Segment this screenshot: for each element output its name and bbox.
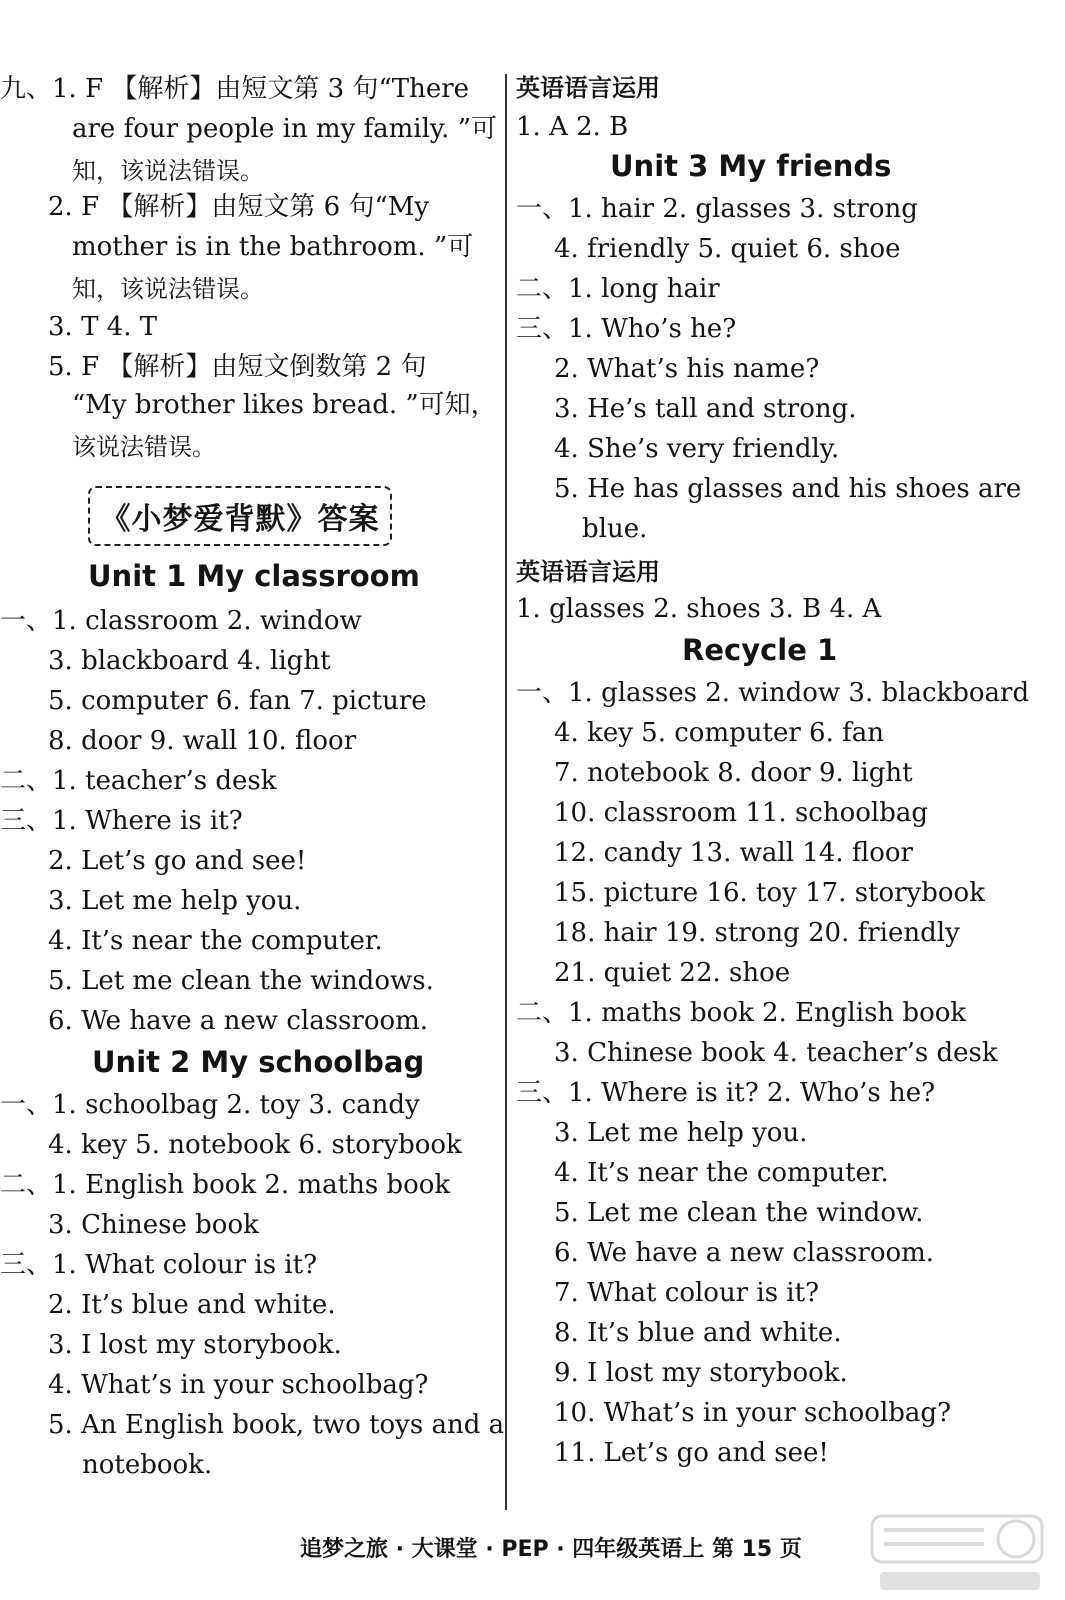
- answer-line: 三、1. Where is it?: [0, 806, 243, 836]
- answer-line: 5. Let me clean the windows.: [48, 966, 434, 996]
- answer-line: 4. It’s near the computer.: [554, 1158, 889, 1188]
- answer-line: 3. He’s tall and strong.: [554, 394, 857, 424]
- answer-line: 知，该说法错误。: [72, 275, 264, 303]
- answer-line: 二、1. maths book 2. English book: [516, 998, 967, 1028]
- watermark-logo: [870, 1512, 1050, 1596]
- answer-line: 4. What’s in your schoolbag?: [48, 1370, 429, 1400]
- answer-line: 4. It’s near the computer.: [48, 926, 383, 956]
- column-divider: [505, 74, 507, 1510]
- section-title: 英语语言运用: [516, 74, 660, 102]
- answer-line: 18. hair 19. strong 20. friendly: [554, 918, 960, 948]
- answer-line: 5. Let me clean the window.: [554, 1198, 924, 1228]
- answer-line: 2. F 【解析】由短文第 6 句“My: [48, 192, 430, 222]
- answer-line: 3. Let me help you.: [48, 886, 302, 916]
- answer-line: 5. An English book, two toys and a: [48, 1410, 505, 1440]
- answer-line: 2. Let’s go and see!: [48, 846, 307, 876]
- answer-line: 9. I lost my storybook.: [554, 1358, 848, 1388]
- page-footer: 追梦之旅 · 大课堂 · PEP · 四年级英语上 第 15 页: [300, 1537, 802, 1562]
- answer-banner: 《小梦爱背默》答案: [88, 486, 392, 546]
- answer-line: 7. notebook 8. door 9. light: [554, 758, 913, 788]
- unit-title: Unit 3 My friends: [610, 149, 892, 183]
- answer-line: 10. classroom 11. schoolbag: [554, 798, 929, 828]
- answer-line: 一、1. hair 2. glasses 3. strong: [516, 194, 918, 224]
- unit-title: Recycle 1: [682, 633, 838, 667]
- answer-line: 2. It’s blue and white.: [48, 1290, 336, 1320]
- answer-line: 12. candy 13. wall 14. floor: [554, 838, 913, 868]
- answer-line: 3. Chinese book 4. teacher’s desk: [554, 1038, 998, 1068]
- unit-title: Unit 1 My classroom: [88, 559, 420, 593]
- answer-line: 3. I lost my storybook.: [48, 1330, 342, 1360]
- answer-line: 4. She’s very friendly.: [554, 434, 840, 464]
- answer-line: 5. computer 6. fan 7. picture: [48, 686, 427, 716]
- answer-line: 知，该说法错误。: [72, 157, 264, 185]
- section-title: 英语语言运用: [516, 558, 660, 586]
- answer-line: 21. quiet 22. shoe: [554, 958, 791, 988]
- answer-line: 6. We have a new classroom.: [554, 1238, 935, 1268]
- answer-line: 5. He has glasses and his shoes are: [554, 474, 1022, 504]
- answer-line: 3. Chinese book: [48, 1210, 259, 1240]
- answer-line: mother is in the bathroom. ”可: [72, 232, 474, 262]
- answer-line: 5. F 【解析】由短文倒数第 2 句: [48, 352, 427, 382]
- answer-line: 4. key 5. computer 6. fan: [554, 718, 884, 748]
- answer-line: 8. It’s blue and white.: [554, 1318, 842, 1348]
- answer-line: 2. What’s his name?: [554, 354, 820, 384]
- answer-line: 7. What colour is it?: [554, 1278, 820, 1308]
- answer-line: 二、1. English book 2. maths book: [0, 1170, 451, 1200]
- answer-line: are four people in my family. ”可: [72, 114, 497, 144]
- answer-line: 一、1. glasses 2. window 3. blackboard: [516, 678, 1030, 708]
- answer-line: blue.: [582, 514, 648, 544]
- answer-line: 3. blackboard 4. light: [48, 646, 331, 676]
- answer-line: 三、1. Who’s he?: [516, 314, 737, 344]
- answer-line: 二、1. long hair: [516, 274, 720, 304]
- answer-line: notebook.: [82, 1450, 213, 1480]
- answer-line: 11. Let’s go and see!: [554, 1438, 829, 1468]
- answer-line: 4. friendly 5. quiet 6. shoe: [554, 234, 901, 264]
- unit-title: Unit 2 My schoolbag: [92, 1045, 425, 1079]
- answer-line: 三、1. Where is it? 2. Who’s he?: [516, 1078, 936, 1108]
- answer-line: 1. A 2. B: [516, 112, 629, 142]
- answer-line: 3. Let me help you.: [554, 1118, 808, 1148]
- answer-line: 二、1. teacher’s desk: [0, 766, 277, 796]
- answer-line: 九、1. F 【解析】由短文第 3 句“There: [0, 74, 470, 104]
- answer-line: 该说法错误。: [72, 433, 216, 461]
- answer-line: 6. We have a new classroom.: [48, 1006, 429, 1036]
- answer-line: 1. glasses 2. shoes 3. B 4. A: [516, 594, 882, 624]
- answer-line: 3. T 4. T: [48, 312, 158, 342]
- answer-line: 15. picture 16. toy 17. storybook: [554, 878, 985, 908]
- answer-line: 4. key 5. notebook 6. storybook: [48, 1130, 462, 1160]
- answer-line: 10. What’s in your schoolbag?: [554, 1398, 952, 1428]
- answer-line: “My brother likes bread. ”可知，: [72, 390, 497, 420]
- answer-line: 8. door 9. wall 10. floor: [48, 726, 357, 756]
- answer-line: 三、1. What colour is it?: [0, 1250, 318, 1280]
- answer-line: 一、1. schoolbag 2. toy 3. candy: [0, 1090, 420, 1120]
- answer-line: 一、1. classroom 2. window: [0, 606, 362, 636]
